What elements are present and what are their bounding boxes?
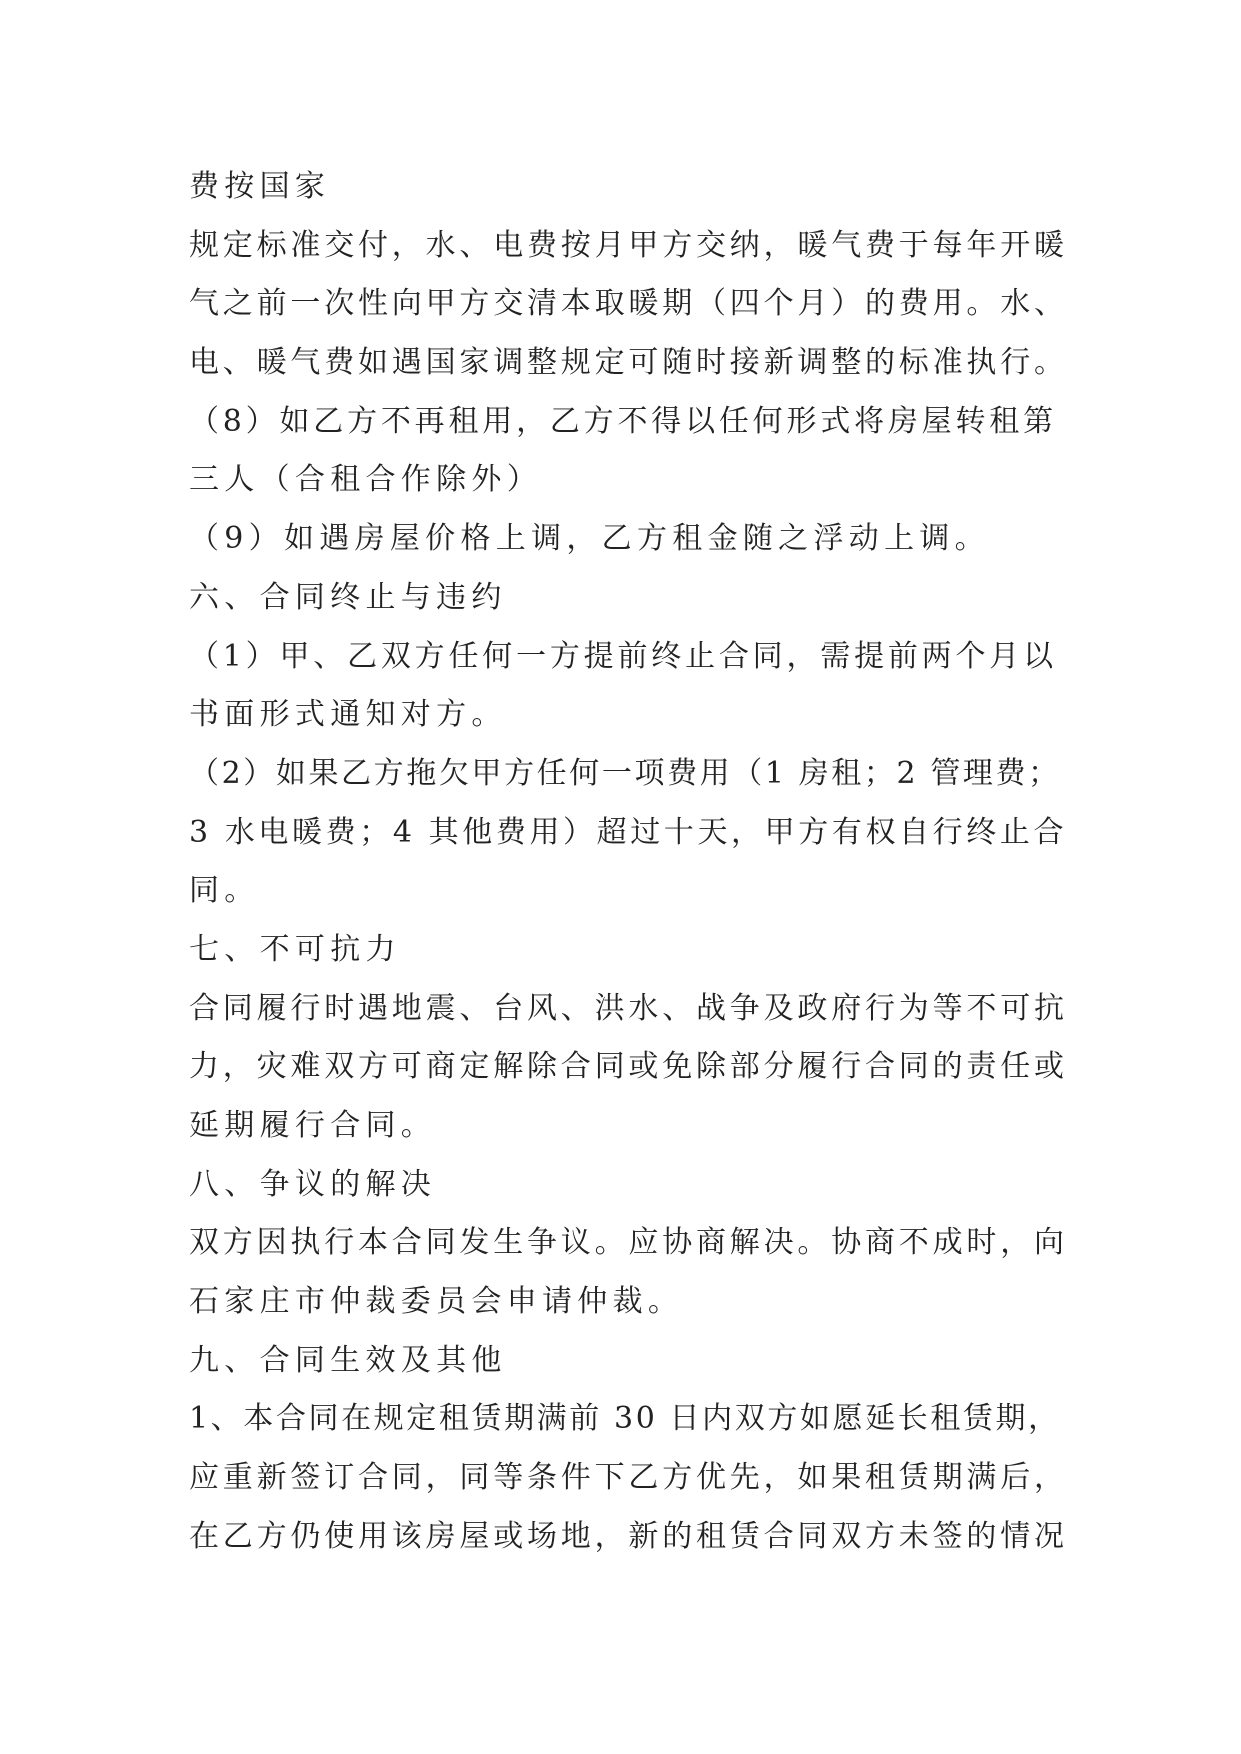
text-line: 书面形式通知对方。	[189, 697, 507, 733]
text-line: 规定标准交付，水、电费按月甲方交纳，暖气费于每年开暖	[189, 227, 1068, 263]
contract-text-body	[189, 158, 1069, 1567]
text-line: 力，灾难双方可商定解除合同或免除部分履行合同的责任或	[189, 1049, 1068, 1085]
text-line: 同。	[189, 873, 260, 909]
text-line: 双方因执行本合同发生争议。应协商解决。协商不成时，向	[189, 1225, 1068, 1261]
text-line: （8）如乙方不再租用，乙方不得以任何形式将房屋转租第	[189, 403, 1057, 439]
text-line: 三人（合租合作除外）	[189, 462, 542, 498]
text-line: 电、暖气费如遇国家调整规定可随时接新调整的标准执行。	[189, 345, 1068, 381]
text-line: 费按国家	[189, 169, 331, 204]
text-line: 合同履行时遇地震、台风、洪水、战争及政府行为等不可抗	[189, 990, 1068, 1026]
section-heading: 六、合同终止与违约	[189, 579, 507, 615]
text-line: 应重新签订合同，同等条件下乙方优先，如果租赁期满后，	[189, 1460, 1068, 1496]
text-line: 3 水电暖费；4 其他费用）超过十天，甲方有权自行终止合	[189, 814, 1068, 850]
text-line: （1）甲、乙双方任何一方提前终止合同，需提前两个月以	[189, 638, 1057, 674]
section-heading: 八、争议的解决	[189, 1166, 437, 1202]
text-line: （2）如果乙方拖欠甲方任何一项费用（1 房租；2 管理费；	[189, 755, 1061, 791]
text-line: 在乙方仍使用该房屋或场地，新的租赁合同双方未签的情况	[189, 1518, 1068, 1554]
section-heading: 九、合同生效及其他	[189, 1342, 507, 1378]
text-line: 石家庄市仲裁委员会申请仲裁。	[189, 1284, 684, 1320]
text-line: 延期履行合同。	[189, 1108, 437, 1143]
text-line: 气之前一次性向甲方交清本取暖期（四个月）的费用。水、	[189, 286, 1068, 322]
text-line: 1、本合同在规定租赁期满前 30 日内双方如愿延长租赁期，	[189, 1401, 1061, 1437]
section-heading: 七、不可抗力	[189, 931, 401, 967]
text-line: （9）如遇房屋价格上调，乙方租金随之浮动上调。	[189, 521, 990, 557]
